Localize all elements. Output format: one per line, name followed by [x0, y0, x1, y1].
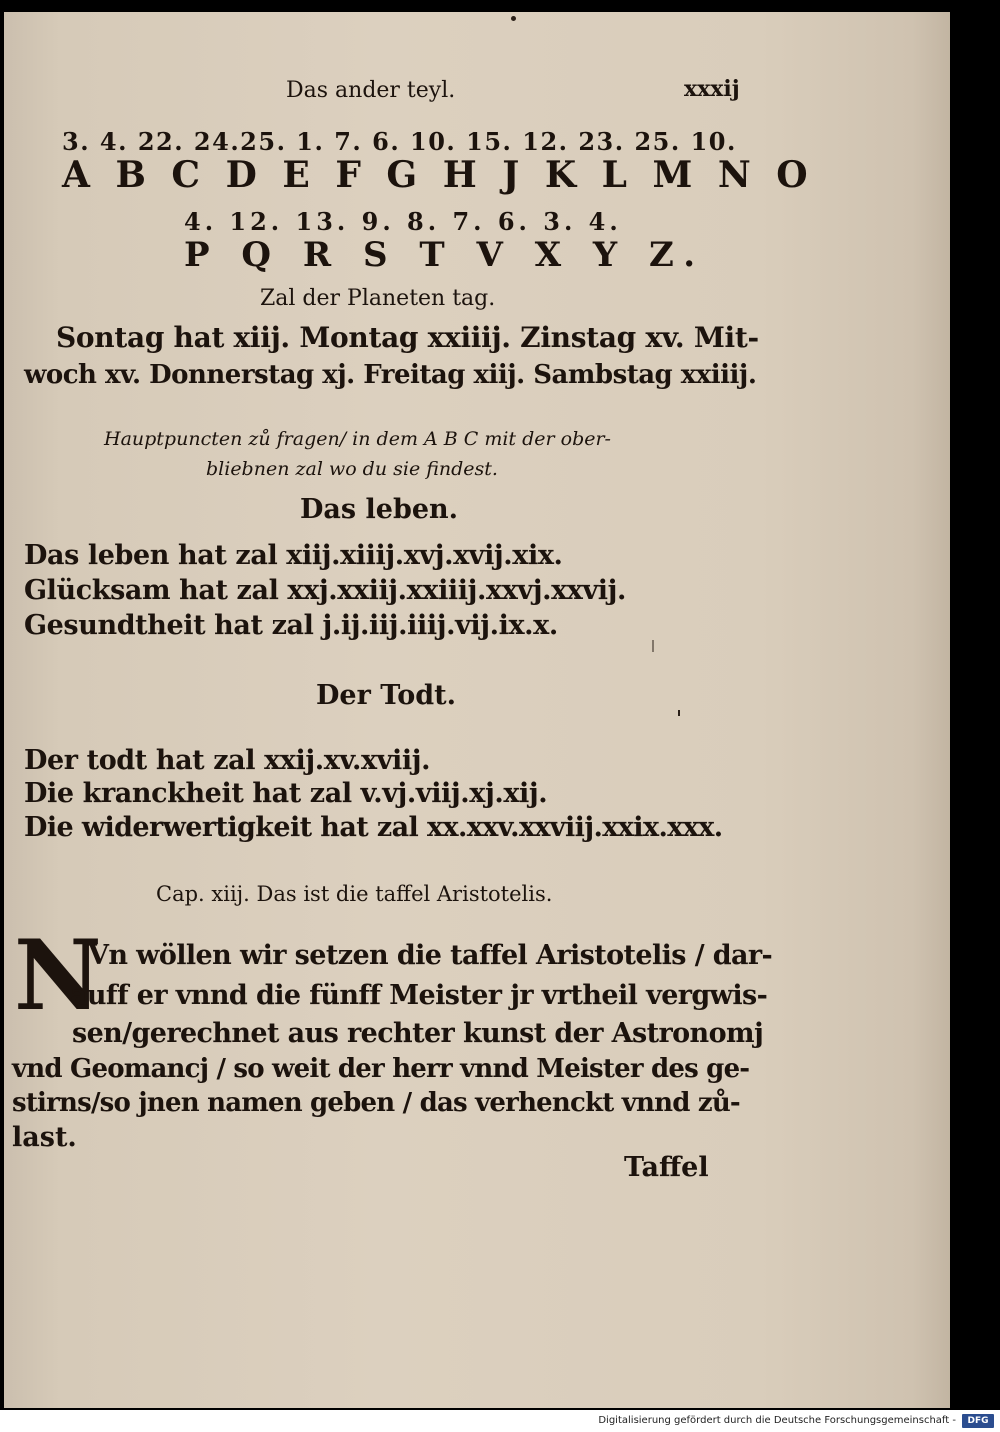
- ink-speck: [511, 16, 516, 21]
- ink-speck: [678, 710, 680, 716]
- death-line-2: Die kranckheit hat zal v.vj.viij.xj.xij.: [24, 778, 548, 809]
- planet-days-line-1: Sontag hat xiij. Montag xxiiij. Zinstag xv. Mit-: [56, 321, 759, 354]
- initial-letter: N: [14, 919, 102, 1032]
- running-head: Das ander teyl.: [286, 78, 456, 103]
- chapter-heading: Cap. xiij. Das ist die taffel Aristotelis.: [156, 882, 553, 906]
- life-line-1: Das leben hat zal xiij.xiiij.xvj.xvij.xix.: [24, 540, 563, 571]
- folio-number: xxxij: [684, 76, 740, 102]
- alphabet-letters-row-1: A B C D E F G H J K L M N O: [62, 154, 815, 196]
- death-line-3: Die widerwertigkeit hat zal xx.xxv.xxviij.xxix.xxx.: [24, 812, 723, 843]
- planet-days-line-2: woch xv. Donnerstag xj. Freitag xiij. Sambstag xxiiij.: [24, 360, 757, 390]
- footer-bar: [0, 1410, 1000, 1432]
- body-line-1: Vn wöllen wir setzen die taffel Aristotelis / dar-: [88, 940, 773, 971]
- planet-days-heading: Zal der Planeten tag.: [260, 286, 496, 311]
- body-line-6: last.: [12, 1122, 77, 1153]
- body-line-3: sen/gerechnet aus rechter kunst der Astronomj: [72, 1018, 764, 1049]
- alphabet-numbers-row-1: 3. 4. 22. 24.25. 1. 7. 6. 10. 15. 12. 23. 25. 10.: [62, 127, 737, 156]
- body-line-2: auff er vnnd die fünff Meister jr vrtheil vergwis-: [70, 980, 768, 1011]
- life-heading: Das leben.: [300, 494, 459, 525]
- main-points-line-2: bliebnen zal wo du sie findest.: [206, 458, 498, 480]
- body-line-4: vnd Geomancj / so weit der herr vnnd Meister des ge-: [12, 1054, 750, 1084]
- book-page: [4, 12, 950, 1408]
- main-points-line-1: Hauptpuncten zů fragen/ in dem A B C mit der ober-: [104, 428, 611, 450]
- dfg-logo: DFG: [962, 1414, 994, 1428]
- death-heading: Der Todt.: [316, 680, 456, 711]
- funding-credit: Digitalisierung gefördert durch die Deutsche Forschungsgemeinschaft -: [598, 1415, 956, 1426]
- alphabet-letters-row-2: P Q R S T V X Y Z.: [184, 235, 706, 275]
- ink-speck: [652, 640, 654, 652]
- death-line-1: Der todt hat zal xxij.xv.xviij.: [24, 745, 431, 776]
- catchword: Taffel: [624, 1152, 709, 1183]
- alphabet-numbers-row-2: 4. 12. 13. 9. 8. 7. 6. 3. 4.: [184, 207, 622, 236]
- life-line-2: Glücksam hat zal xxj.xxiij.xxiiij.xxvj.xxvij.: [24, 575, 626, 606]
- body-line-5: stirns/so jnen namen geben / das verhenckt vnnd zů-: [12, 1088, 740, 1118]
- life-line-3: Gesundtheit hat zal j.ij.iij.iiij.vij.ix.x.: [24, 610, 558, 641]
